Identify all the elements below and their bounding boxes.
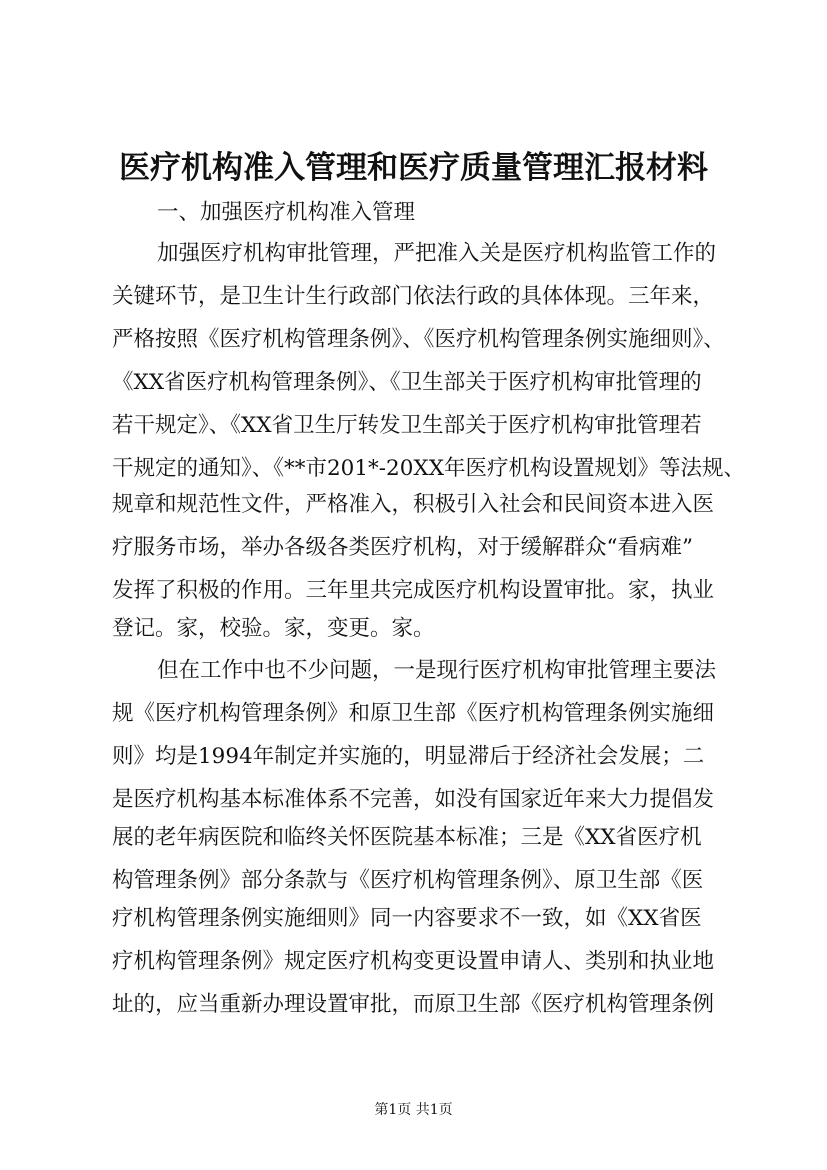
paragraph-line: 但在工作中也不少问题，一是现行医疗机构审批管理主要法	[157, 658, 717, 683]
paragraph-line: 址的，应当重新办理设置审批，而原卫生部《医疗机构管理条例	[112, 992, 715, 1017]
paragraph-line: 是医疗机构基本标准体系不完善，如没有国家近年来大力提倡发	[112, 787, 715, 812]
document-title: 医疗机构准入管理和医疗质量管理汇报材料	[119, 150, 708, 186]
paragraph-line: 发挥了积极的作用。三年里共完成医疗机构设置审批。家，执业	[112, 578, 715, 603]
paragraph-line: 疗机构管理条例实施细则》同一内容要求不一致，如《XX省医	[112, 906, 702, 931]
paragraph-line: 加强医疗机构审批管理，严把准入关是医疗机构监管工作的	[157, 241, 717, 266]
paragraph-line: 干规定的通知》、《**市201*-20XX年医疗机构设置规划》等法规、	[112, 456, 746, 481]
paragraph-line: 严格按照《医疗机构管理条例》、《医疗机构管理条例实施细则》、	[112, 327, 725, 352]
paragraph-line: 构管理条例》部分条款与《医疗机构管理条例》、原卫生部《医	[112, 868, 704, 893]
paragraph-line: 《XX省医疗机构管理条例》、《卫生部关于医疗机构审批管理的	[112, 370, 702, 395]
paragraph-line: 疗服务市场，举办各级各类医疗机构，对于缓解群众“看病难”	[112, 535, 693, 560]
paragraph-line: 关键环节，是卫生计生行政部门依法行政的具体体现。三年来，	[112, 284, 715, 309]
paragraph-line: 则》均是1994年制定并实施的，明显滞后于经济社会发展；二	[112, 744, 705, 769]
page-footer: 第1页 共1页	[374, 1102, 453, 1118]
paragraph-line: 规《医疗机构管理条例》和原卫生部《医疗机构管理条例实施细	[112, 701, 715, 726]
paragraph-line: 疗机构管理条例》规定医疗机构变更设置申请人、类别和执业地	[112, 949, 715, 974]
paragraph-line: 规章和规范性文件，严格准入，积极引入社会和民间资本进入医	[112, 492, 715, 517]
paragraph-line: 若干规定》、《XX省卫生厅转发卫生部关于医疗机构审批管理若	[112, 413, 702, 438]
paragraph-line: 登记。家，校验。家，变更。家。	[112, 616, 435, 641]
paragraph-line: 展的老年病医院和临终关怀医院基本标准；三是《XX省医疗机	[112, 825, 702, 850]
section-heading: 一、加强医疗机构准入管理	[157, 200, 416, 225]
